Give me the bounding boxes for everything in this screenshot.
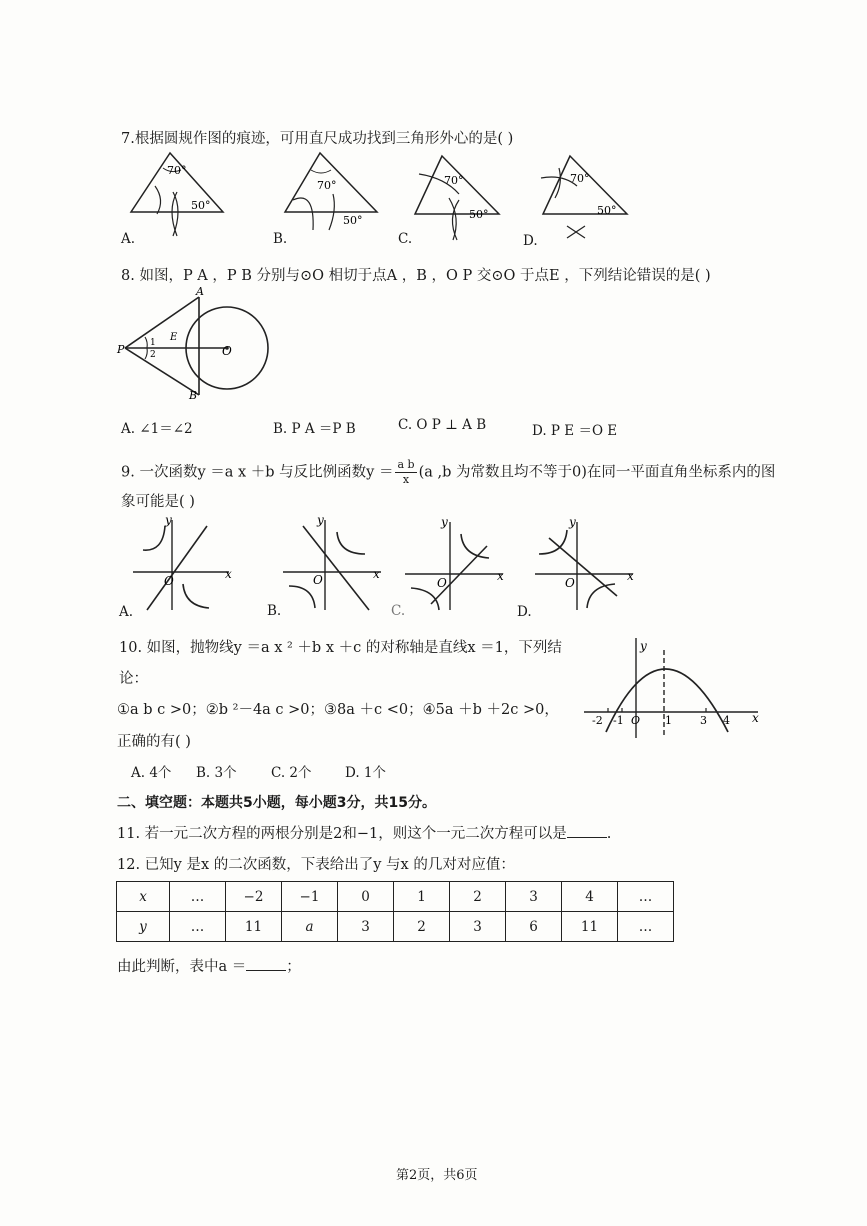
table-cell: y bbox=[117, 912, 170, 942]
q9d-axis-x: x bbox=[627, 569, 634, 583]
q8-label-e: E bbox=[170, 332, 178, 343]
q7-figure-d bbox=[541, 156, 627, 238]
q7b-angle-top: 70° bbox=[317, 179, 337, 192]
table-cell: … bbox=[170, 882, 226, 912]
q8-label-p: P bbox=[117, 343, 125, 356]
q7d-angle-right: 50° bbox=[597, 204, 617, 217]
q9-frac-den: x bbox=[402, 473, 410, 486]
q10-conclusions: ①a b c >0；②b ²－4a c >0；③8a ＋c <0；④5a ＋b ＋2c >0， bbox=[117, 702, 559, 718]
q9-stem-b: (a ,b 为常数且均不等于0)在同一平面直角坐标系内的图 bbox=[418, 464, 776, 481]
q7-option-c: C. bbox=[398, 231, 413, 247]
table-cell: 0 bbox=[338, 882, 394, 912]
q9b-origin: O bbox=[313, 573, 323, 587]
q10-tick-3: 3 bbox=[700, 714, 707, 727]
q9c-axis-y: y bbox=[441, 515, 448, 529]
page-footer: 第2页，共6页 bbox=[396, 1168, 478, 1183]
section2-title: 二、填空题：本题共5小题，每小题3分，共15分。 bbox=[117, 795, 436, 811]
q12-conclusion: 由此判断，表中a ＝ bbox=[117, 959, 247, 975]
table-cell: 3 bbox=[450, 912, 506, 942]
q12-value-table bbox=[116, 881, 674, 942]
q9d-axis-y: y bbox=[569, 515, 576, 529]
q7-option-d: D. bbox=[523, 233, 538, 249]
q9b-axis-x: x bbox=[373, 567, 380, 581]
q9-stem-a: 9. 一次函数y ＝a x ＋b 与反比例函数y ＝ bbox=[121, 464, 394, 481]
table-cell: 2 bbox=[450, 882, 506, 912]
table-cell: 3 bbox=[506, 882, 562, 912]
table-cell: … bbox=[618, 882, 674, 912]
q10-tick-4: 4 bbox=[723, 714, 730, 727]
q11-stem: 11. 若一元二次方程的两根分别是2和−1，则这个一元二次方程可以是 bbox=[117, 826, 567, 842]
q9b-axis-y: y bbox=[317, 513, 324, 527]
q8-figure bbox=[115, 285, 280, 405]
q9c-axis-x: x bbox=[497, 569, 504, 583]
q8-option-a: A. ∠1＝∠2 bbox=[121, 421, 193, 437]
q7b-angle-right: 50° bbox=[343, 214, 363, 227]
q9-stem bbox=[121, 458, 775, 487]
q7c-angle-right: 50° bbox=[469, 208, 489, 221]
q10-tick-neg2: -2 bbox=[592, 714, 603, 727]
table-row-x bbox=[117, 882, 674, 912]
q9-fraction bbox=[395, 458, 416, 487]
table-cell: −1 bbox=[282, 882, 338, 912]
q7d-angle-top: 70° bbox=[570, 172, 590, 185]
q7a-angle-top: 70° bbox=[167, 164, 187, 177]
q12-conclusion-line bbox=[117, 955, 301, 976]
table-row-y bbox=[117, 912, 674, 942]
q8-label-2: 2 bbox=[150, 350, 156, 360]
q10-tick-neg1: -1 bbox=[613, 714, 624, 727]
q10-stem: 10. 如图，抛物线y ＝a x ² ＋b x ＋c 的对称轴是直线x ＝1，下列结 bbox=[119, 640, 562, 656]
q11-line bbox=[117, 822, 611, 843]
q7-figure-c bbox=[415, 156, 499, 240]
table-cell: −2 bbox=[226, 882, 282, 912]
q7-option-a: A. bbox=[121, 231, 136, 247]
q10-ask: 正确的有( ) bbox=[117, 734, 191, 750]
q7c-angle-top: 70° bbox=[444, 174, 464, 187]
table-cell: 4 bbox=[562, 882, 618, 912]
table-cell: … bbox=[170, 912, 226, 942]
table-cell: 3 bbox=[338, 912, 394, 942]
q9-graph-d bbox=[535, 522, 633, 610]
q10-option-a: A. 4个 bbox=[131, 765, 172, 781]
q10-option-c: C. 2个 bbox=[271, 765, 312, 781]
q8-option-b: B. P A ＝P B bbox=[273, 421, 356, 437]
q7-stem: 7.根据圆规作图的痕迹，可用直尺成功找到三角形外心的是( ) bbox=[121, 131, 514, 147]
table-cell: 1 bbox=[394, 882, 450, 912]
q8-label-1: 1 bbox=[150, 338, 156, 348]
q10-tick-1: 1 bbox=[665, 714, 672, 727]
table-cell: … bbox=[618, 912, 674, 942]
q8-label-o: O bbox=[222, 344, 232, 358]
q11-answer-blank[interactable] bbox=[567, 825, 607, 838]
q11-end: . bbox=[606, 826, 612, 842]
q7-figures bbox=[115, 148, 635, 248]
q8-stem: 8. 如图，P A ，P B 分别与⊙O 相切于点A ，B ，O P 交⊙O 于点E ，下列结论错误的是( ) bbox=[121, 268, 711, 284]
q9a-axis-y: y bbox=[165, 513, 172, 527]
q12-stem: 12. 已知y 是x 的二次函数，下表给出了y 与x 的几对对应值： bbox=[117, 857, 515, 873]
q9a-origin: O bbox=[164, 574, 174, 588]
table-cell: a bbox=[282, 912, 338, 942]
table-cell: 2 bbox=[394, 912, 450, 942]
q9-option-a: A. bbox=[119, 604, 134, 620]
q10-figure bbox=[580, 636, 770, 742]
q10-axis-y: y bbox=[640, 639, 647, 653]
q9-graph-b bbox=[283, 520, 381, 610]
q9-graph-c bbox=[405, 522, 503, 610]
q9-option-c: C. bbox=[391, 603, 406, 619]
q8-option-c: C. O P ⊥ A B bbox=[398, 417, 487, 433]
q9-option-d: D. bbox=[517, 604, 532, 620]
q7-option-b: B. bbox=[273, 231, 288, 247]
q10-option-b: B. 3个 bbox=[196, 765, 237, 781]
q9-frac-num: a b bbox=[397, 458, 415, 471]
q7a-angle-right: 50° bbox=[191, 199, 211, 212]
q8-label-b: B bbox=[189, 389, 198, 402]
table-cell: 11 bbox=[562, 912, 618, 942]
table-cell: 6 bbox=[506, 912, 562, 942]
q9d-origin: O bbox=[565, 576, 575, 590]
q10-stem-line2: 论： bbox=[119, 671, 148, 687]
q8-label-a: A bbox=[196, 285, 204, 298]
q9-figures bbox=[125, 512, 645, 612]
q9-graph-a bbox=[133, 520, 229, 610]
q9c-origin: O bbox=[437, 576, 447, 590]
q10-axis-x: x bbox=[752, 711, 759, 725]
q12-answer-blank[interactable] bbox=[246, 958, 286, 971]
q8-option-d: D. P E ＝O E bbox=[532, 423, 618, 439]
q12-end: ； bbox=[286, 959, 301, 975]
q9a-axis-x: x bbox=[225, 567, 232, 581]
table-cell: 11 bbox=[226, 912, 282, 942]
q10-tick-origin: O bbox=[631, 714, 641, 727]
q9-stem-line2: 象可能是( ) bbox=[121, 494, 195, 510]
q10-option-d: D. 1个 bbox=[345, 765, 387, 781]
q9-option-b: B. bbox=[267, 603, 282, 619]
table-cell: x bbox=[117, 882, 170, 912]
